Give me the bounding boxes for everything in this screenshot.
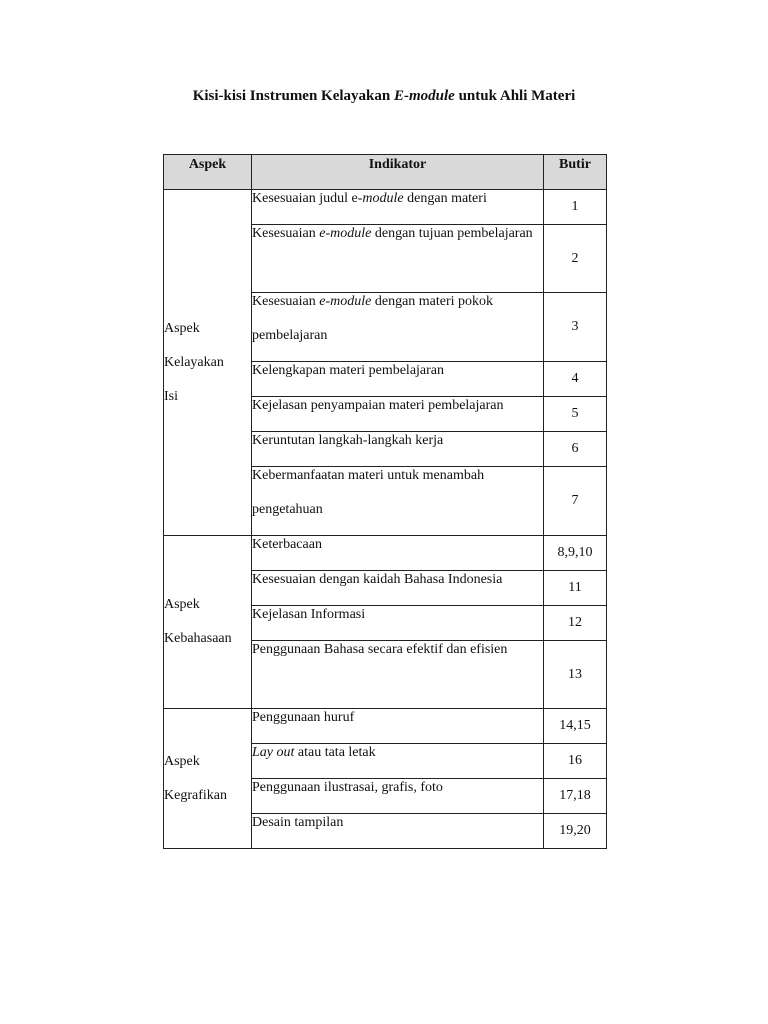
indikator-text: dengan tujuan pembelajaran <box>371 226 533 241</box>
butir-cell: 19,20 <box>544 814 607 849</box>
indikator-italic-text: e-module <box>319 294 372 309</box>
aspek-cell <box>164 709 252 849</box>
indikator-text: Kejelasan penyampaian materi pembelajaran <box>252 398 504 413</box>
aspek-label-line: Aspek <box>164 320 200 336</box>
butir-cell: 5 <box>544 397 607 432</box>
indikator-italic-text: e-module <box>319 226 372 241</box>
header-aspek: Aspek <box>164 155 252 190</box>
header-indikator: Indikator <box>252 155 544 190</box>
aspek-label-line: Kegrafikan <box>164 787 227 803</box>
title-part-1: Kisi-kisi Instrumen Kelayakan <box>192 88 394 104</box>
indikator-text: dengan materi <box>403 191 487 206</box>
indikator-cell <box>252 293 544 362</box>
table-body <box>164 190 607 849</box>
aspek-label-line: Aspek <box>164 753 200 769</box>
butir-cell: 12 <box>544 606 607 641</box>
indikator-text: Penggunaan ilustrasai, grafis, foto <box>252 780 443 795</box>
butir-cell: 2 <box>544 225 607 293</box>
aspek-cell <box>164 536 252 709</box>
butir-cell: 1 <box>544 190 607 225</box>
indikator-text: Kesesuaian <box>252 294 320 309</box>
indikator-text: Kesesuaian dengan kaidah Bahasa Indonesia <box>252 572 503 587</box>
indikator-text: atau tata letak <box>294 745 376 760</box>
butir-cell: 7 <box>544 467 607 536</box>
indikator-text: Kesesuaian judul e- <box>252 191 363 206</box>
indikator-cell <box>252 225 544 293</box>
butir-cell: 11 <box>544 571 607 606</box>
indikator-text: Desain tampilan <box>252 815 344 830</box>
indikator-text: Penggunaan huruf <box>252 710 355 725</box>
document-title <box>0 86 768 106</box>
aspek-label-line: Kebahasaan <box>164 631 232 646</box>
title-part-2: untuk Ahli Materi <box>454 88 576 104</box>
butir-cell: 14,15 <box>544 709 607 744</box>
butir-cell: 6 <box>544 432 607 467</box>
header-butir: Butir <box>544 155 607 190</box>
aspek-label-line: Aspek <box>164 597 200 612</box>
aspek-label-line: Isi <box>164 388 178 404</box>
indikator-text: Kebermanfaatan materi untuk menambah pengetahuan <box>252 468 485 517</box>
indikator-text: dengan materi pokok pembelajaran <box>252 294 494 343</box>
aspek-label-line: Kelayakan <box>164 354 224 370</box>
indikator-cell <box>252 641 544 709</box>
indikator-text: Keterbacaan <box>252 537 322 552</box>
indikator-text: Kelengkapan materi pembelajaran <box>252 363 445 378</box>
title-italic: E-module <box>394 88 455 104</box>
indikator-text: Penggunaan Bahasa secara efektif dan efisien <box>252 642 508 657</box>
aspek-cell <box>164 190 252 536</box>
butir-cell: 4 <box>544 362 607 397</box>
indikator-text: Kesesuaian <box>252 226 320 241</box>
indikator-italic-text: Lay out <box>252 745 295 760</box>
butir-cell: 17,18 <box>544 779 607 814</box>
butir-cell: 16 <box>544 744 607 779</box>
butir-cell: 8,9,10 <box>544 536 607 571</box>
indikator-text: Keruntutan langkah-langkah kerja <box>252 433 444 448</box>
indikator-text: Kejelasan Informasi <box>252 607 366 622</box>
instrument-grid-table <box>163 154 607 849</box>
indikator-italic-text: module <box>362 191 404 206</box>
butir-cell: 13 <box>544 641 607 709</box>
butir-cell: 3 <box>544 293 607 362</box>
indikator-cell <box>252 814 544 849</box>
indikator-cell <box>252 467 544 536</box>
